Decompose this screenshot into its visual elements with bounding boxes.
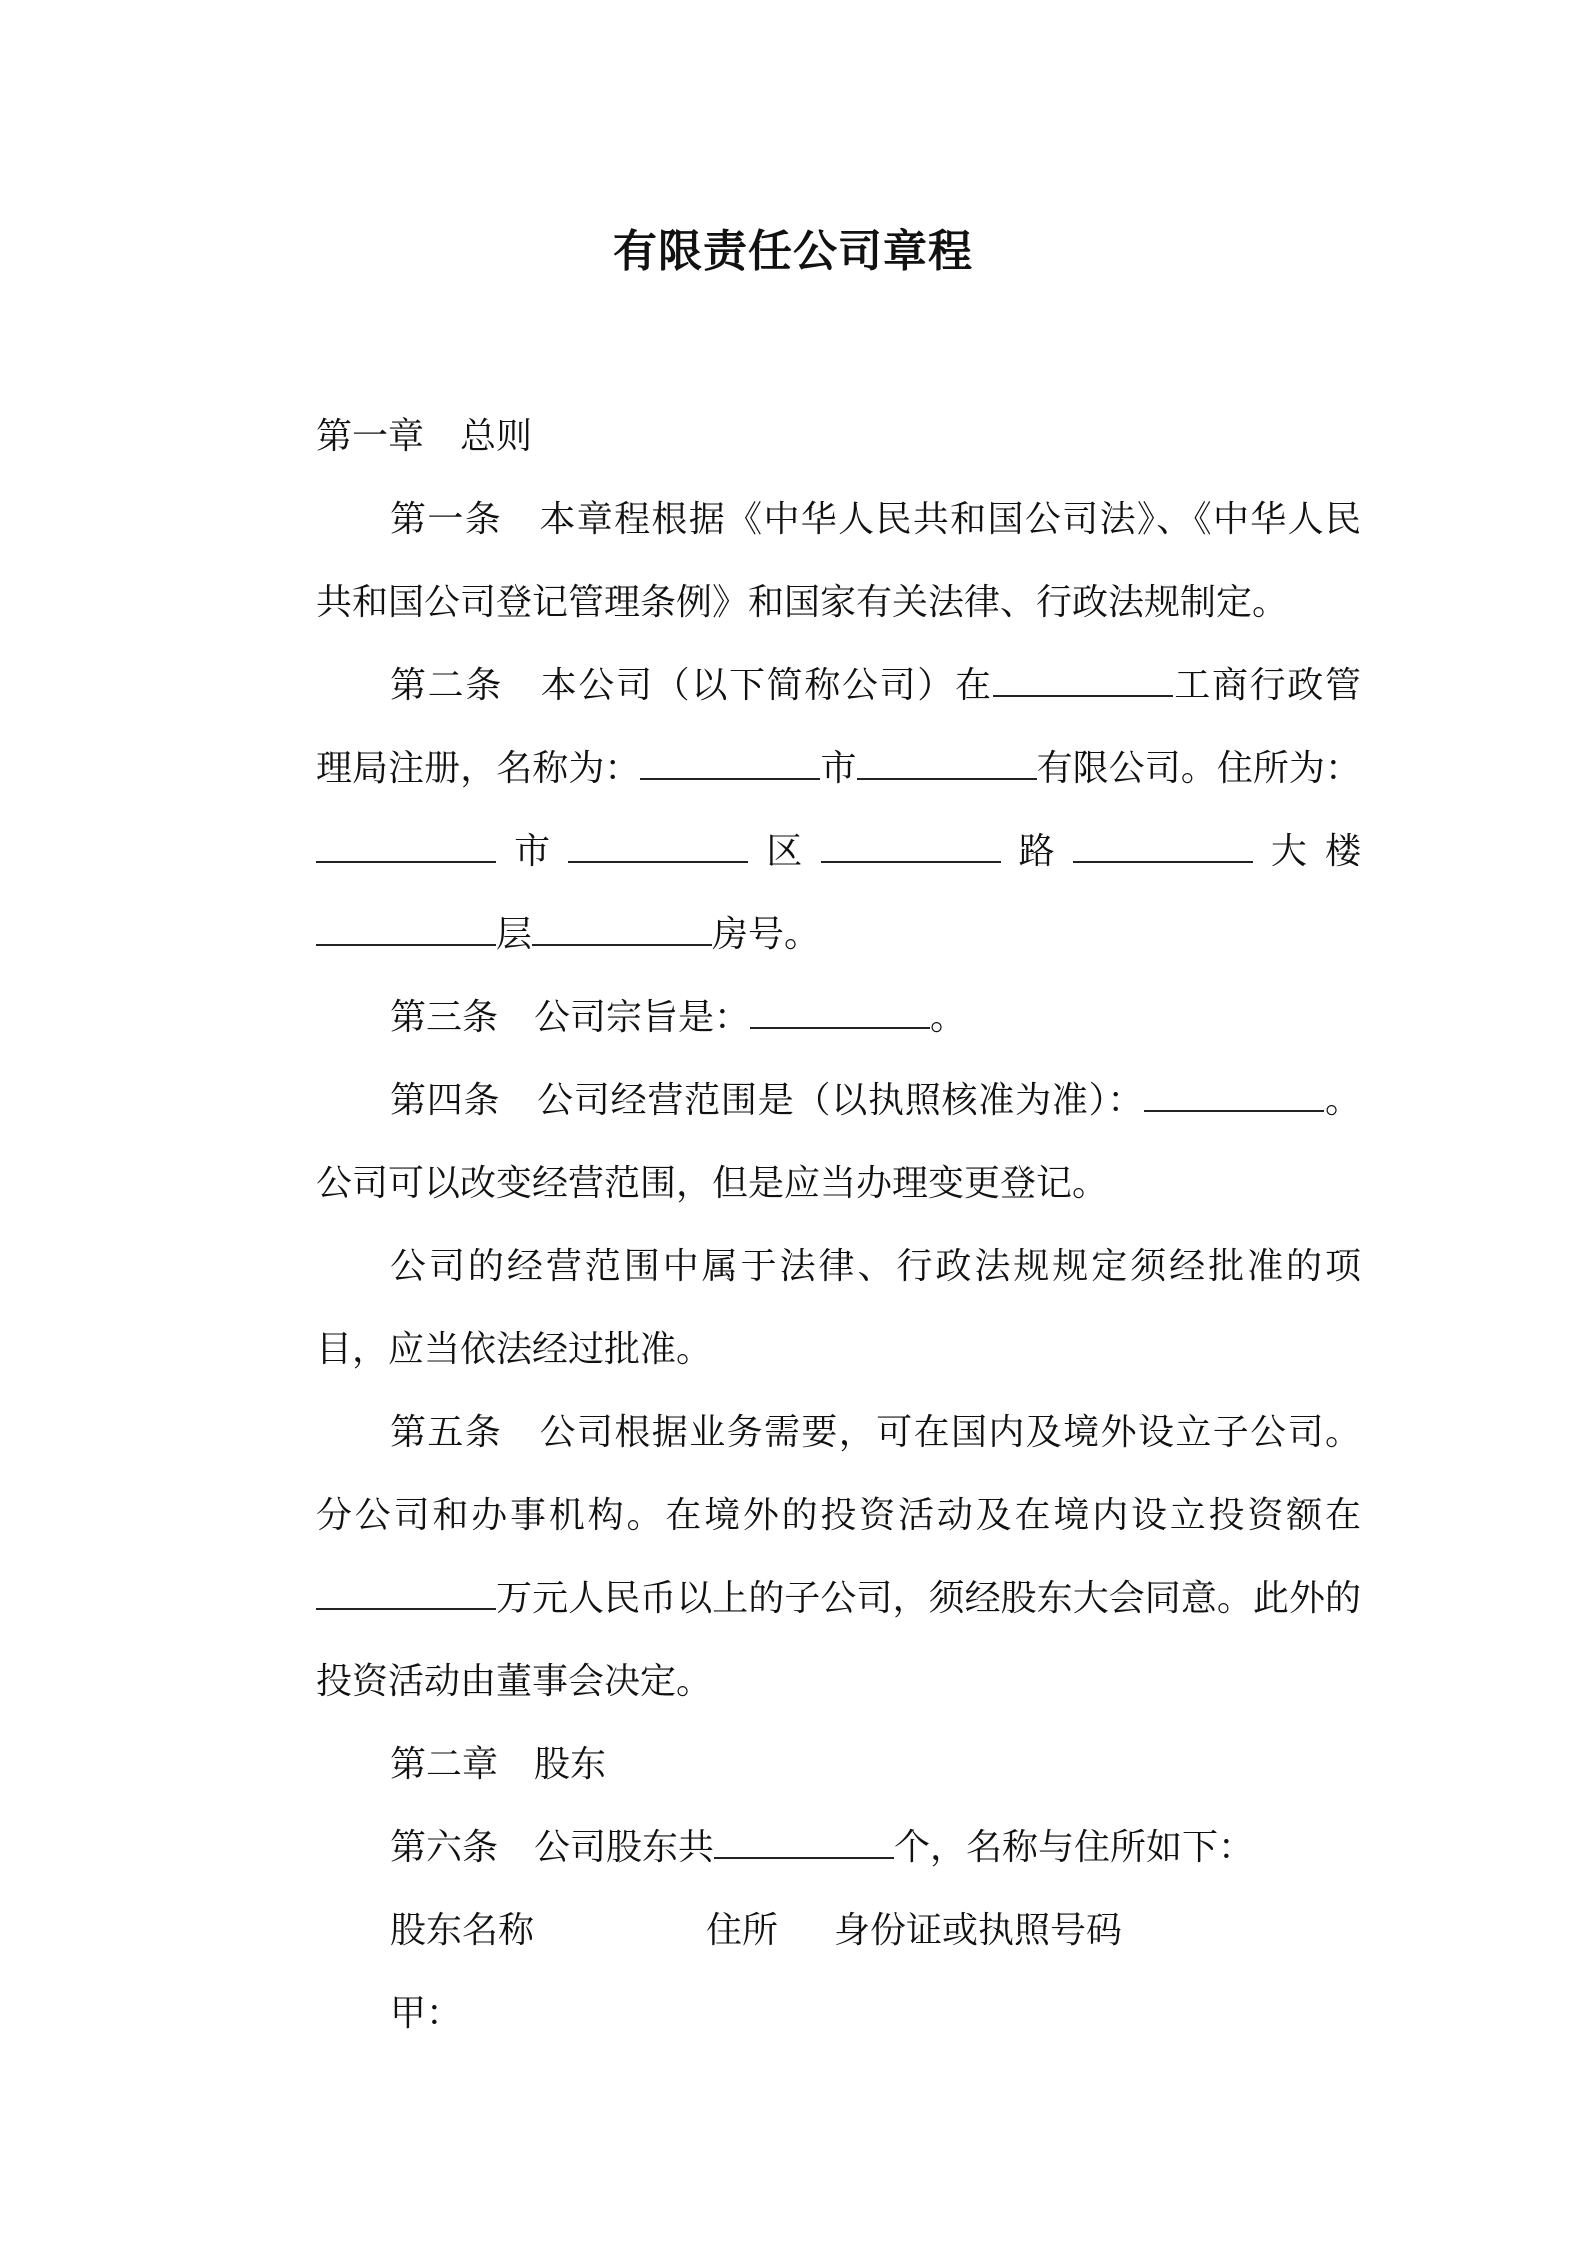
article-5-text: 公司根据业务需要，可在国内及境外设立子公司。分公司和办事机构。在境外的投资活动及在境内设立投资额在 bbox=[316, 1412, 1361, 1536]
chapter-1-label: 第一章 bbox=[316, 416, 425, 457]
shareholder-row-1: 甲： bbox=[390, 1993, 463, 2034]
article-6-label: 第六条 bbox=[390, 1827, 499, 1868]
column-address: 住所 bbox=[706, 1910, 779, 1951]
article-2-text: 本公司（以下简称公司）在 bbox=[539, 665, 993, 706]
fill-in-blank[interactable] bbox=[532, 912, 712, 946]
article-1 bbox=[316, 478, 1361, 644]
article-2-text: 大楼 bbox=[1252, 831, 1361, 872]
article-1-label: 第一条 bbox=[390, 499, 503, 540]
article-3-label: 第三条 bbox=[390, 997, 499, 1038]
fill-in-blank[interactable] bbox=[316, 912, 496, 946]
article-2-text: 区 bbox=[748, 831, 821, 872]
article-3 bbox=[316, 976, 1361, 1059]
article-2 bbox=[316, 644, 1361, 976]
article-6 bbox=[316, 1806, 1361, 1889]
article-4-text: 。公司可以改变经营范围，但是应当办理变更登记。 bbox=[316, 1080, 1361, 1204]
fill-in-blank[interactable] bbox=[857, 746, 1037, 780]
article-2-text: 路 bbox=[1000, 831, 1073, 872]
article-2-text: 市 bbox=[820, 748, 857, 789]
article-4-paragraph-2: 公司的经营范围中属于法律、行政法规规定须经批准的项目，应当依法经过批准。 bbox=[316, 1246, 1361, 1370]
shareholder-table-header bbox=[316, 1889, 1361, 1972]
fill-in-blank[interactable] bbox=[714, 1825, 894, 1859]
fill-in-blank[interactable] bbox=[750, 995, 930, 1029]
fill-in-blank[interactable] bbox=[821, 829, 1001, 863]
fill-in-blank[interactable] bbox=[993, 663, 1173, 697]
chapter-2-name: 股东 bbox=[534, 1744, 607, 1785]
article-2-text: 市 bbox=[496, 831, 569, 872]
article-3-text: 。 bbox=[930, 997, 967, 1038]
article-6-text: 公司股东共 bbox=[534, 1827, 715, 1868]
column-shareholder-name: 股东名称 bbox=[390, 1910, 535, 1951]
column-id-number: 身份证或执照号码 bbox=[834, 1910, 1123, 1951]
article-2-text: 有限公司。住所为： bbox=[1036, 748, 1361, 789]
article-2-text: 房号。 bbox=[712, 914, 821, 955]
article-6-text: 个，名称与住所如下： bbox=[894, 1827, 1255, 1868]
article-4-text: 公司经营范围是（以执照核准为准）： bbox=[536, 1080, 1145, 1121]
chapter-1-heading bbox=[316, 395, 1361, 478]
document-body bbox=[316, 395, 1361, 2055]
article-5-label: 第五条 bbox=[390, 1412, 503, 1453]
article-2-text: 层 bbox=[496, 914, 533, 955]
article-5 bbox=[316, 1391, 1361, 1723]
fill-in-blank[interactable] bbox=[316, 829, 496, 863]
article-2-text: 工商行政管理局注册，名称为： bbox=[316, 665, 1361, 789]
article-2-label: 第二条 bbox=[390, 665, 503, 706]
chapter-1-name: 总则 bbox=[460, 416, 533, 457]
article-4-label: 第四条 bbox=[390, 1080, 501, 1121]
article-1-text: 本章程根据《中华人民共和国公司法》、《中华人民共和国公司登记管理条例》和国家有关法律、行政法规制定。 bbox=[316, 499, 1361, 623]
fill-in-blank[interactable] bbox=[568, 829, 748, 863]
article-3-text: 公司宗旨是： bbox=[534, 997, 751, 1038]
fill-in-blank[interactable] bbox=[316, 1576, 496, 1610]
article-5-text: 万元人民币以上的子公司，须经股东大会同意。此外的投资活动由董事会决定。 bbox=[316, 1578, 1361, 1702]
fill-in-blank[interactable] bbox=[1073, 829, 1253, 863]
document-title: 有限责任公司章程 bbox=[613, 226, 973, 277]
chapter-2-heading bbox=[316, 1723, 1361, 1806]
chapter-2-label: 第二章 bbox=[390, 1744, 499, 1785]
fill-in-blank[interactable] bbox=[1144, 1078, 1324, 1112]
article-4 bbox=[316, 1059, 1361, 1225]
fill-in-blank[interactable] bbox=[640, 746, 820, 780]
